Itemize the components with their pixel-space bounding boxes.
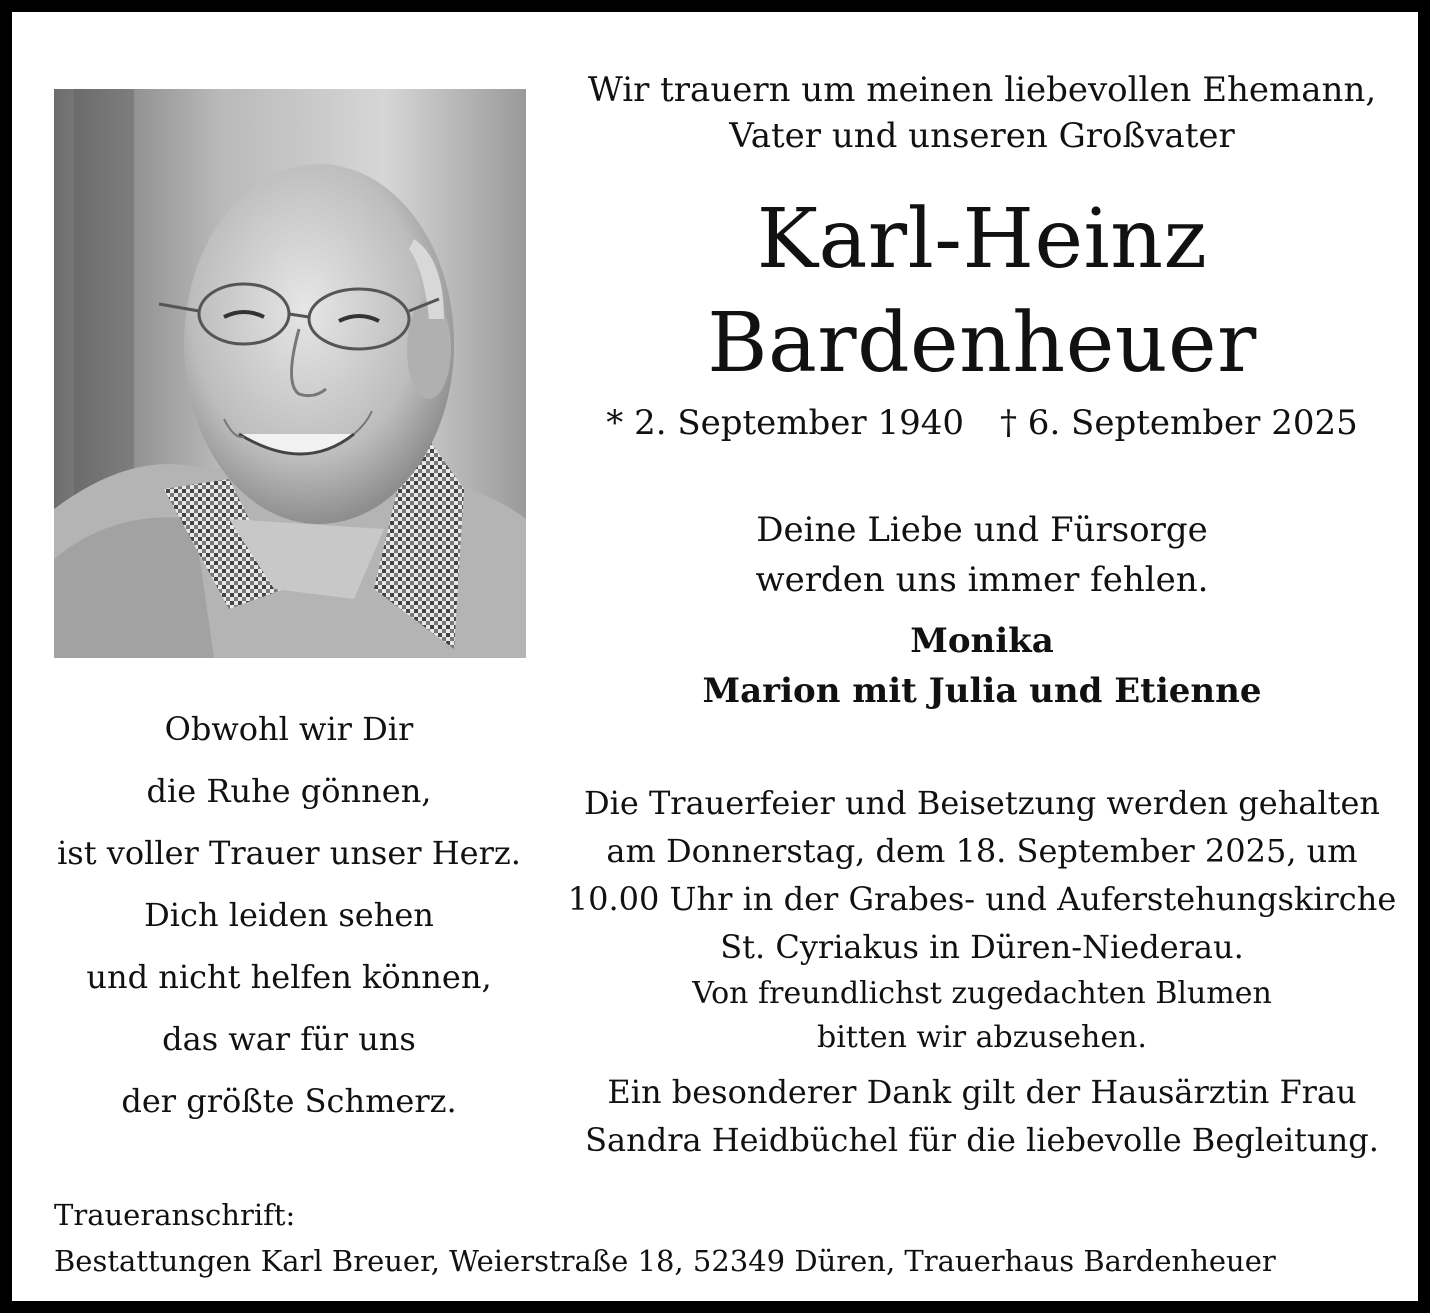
- first-name: Karl-Heinz: [756, 192, 1208, 287]
- quote-line-1: Deine Liebe und Fürsorge: [756, 510, 1208, 550]
- birth-date: * 2. September 1940: [606, 403, 964, 443]
- death-date: † 6. September 2025: [1000, 403, 1358, 443]
- poem-line: Obwohl wir Dir: [164, 710, 414, 748]
- intro-text: [552, 67, 1412, 159]
- poem-line: Dich leiden sehen: [144, 896, 434, 934]
- flowers-note: [552, 972, 1412, 1060]
- flowers-line-2: bitten wir abzusehen.: [817, 1020, 1147, 1055]
- address-text: Bestattungen Karl Breuer, Weierstraße 18, 52349 Düren, Trauerhaus Bardenheuer: [54, 1244, 1276, 1278]
- ceremony-line: 10.00 Uhr in der Grabes- und Auferstehungskirche: [567, 880, 1397, 918]
- mourning-address: [54, 1192, 1394, 1284]
- ceremony-line: am Donnerstag, dem 18. September 2025, um: [606, 832, 1358, 870]
- ceremony-details: [552, 779, 1412, 971]
- deceased-name: [552, 188, 1412, 396]
- portrait-image: [54, 89, 526, 658]
- flowers-line-1: Von freundlichst zugedachten Blumen: [692, 976, 1272, 1011]
- ceremony-line: Die Trauerfeier und Beisetzung werden gehalten: [583, 784, 1381, 822]
- quote-line-2: werden uns immer fehlen.: [755, 560, 1209, 600]
- mourner-line-1: Monika: [910, 621, 1054, 661]
- portrait-photo: [54, 89, 526, 658]
- address-label: Traueranschrift:: [54, 1198, 296, 1232]
- intro-line-1: Wir trauern um meinen liebevollen Ehemann,: [587, 70, 1377, 110]
- poem-line: die Ruhe gönnen,: [146, 772, 432, 810]
- farewell-quote: [552, 505, 1412, 605]
- poem-line: der größte Schmerz.: [121, 1082, 457, 1120]
- thanks-note: [552, 1068, 1412, 1164]
- intro-line-2: Vater und unseren Großvater: [729, 116, 1235, 156]
- last-name: Bardenheuer: [707, 296, 1257, 391]
- mourners: [552, 616, 1412, 716]
- ceremony-line: St. Cyriakus in Düren-Niederau.: [720, 928, 1244, 966]
- poem-line: ist voller Trauer unser Herz.: [57, 834, 521, 872]
- thanks-line-2: Sandra Heidbüchel für die liebevolle Begleitung.: [585, 1121, 1379, 1159]
- poem: [34, 698, 544, 1132]
- thanks-line-1: Ein besonderer Dank gilt der Hausärztin Frau: [607, 1073, 1357, 1111]
- poem-line: und nicht helfen können,: [86, 958, 492, 996]
- life-dates: [552, 400, 1412, 446]
- poem-line: das war für uns: [162, 1020, 416, 1058]
- mourner-line-2: Marion mit Julia und Etienne: [702, 671, 1262, 711]
